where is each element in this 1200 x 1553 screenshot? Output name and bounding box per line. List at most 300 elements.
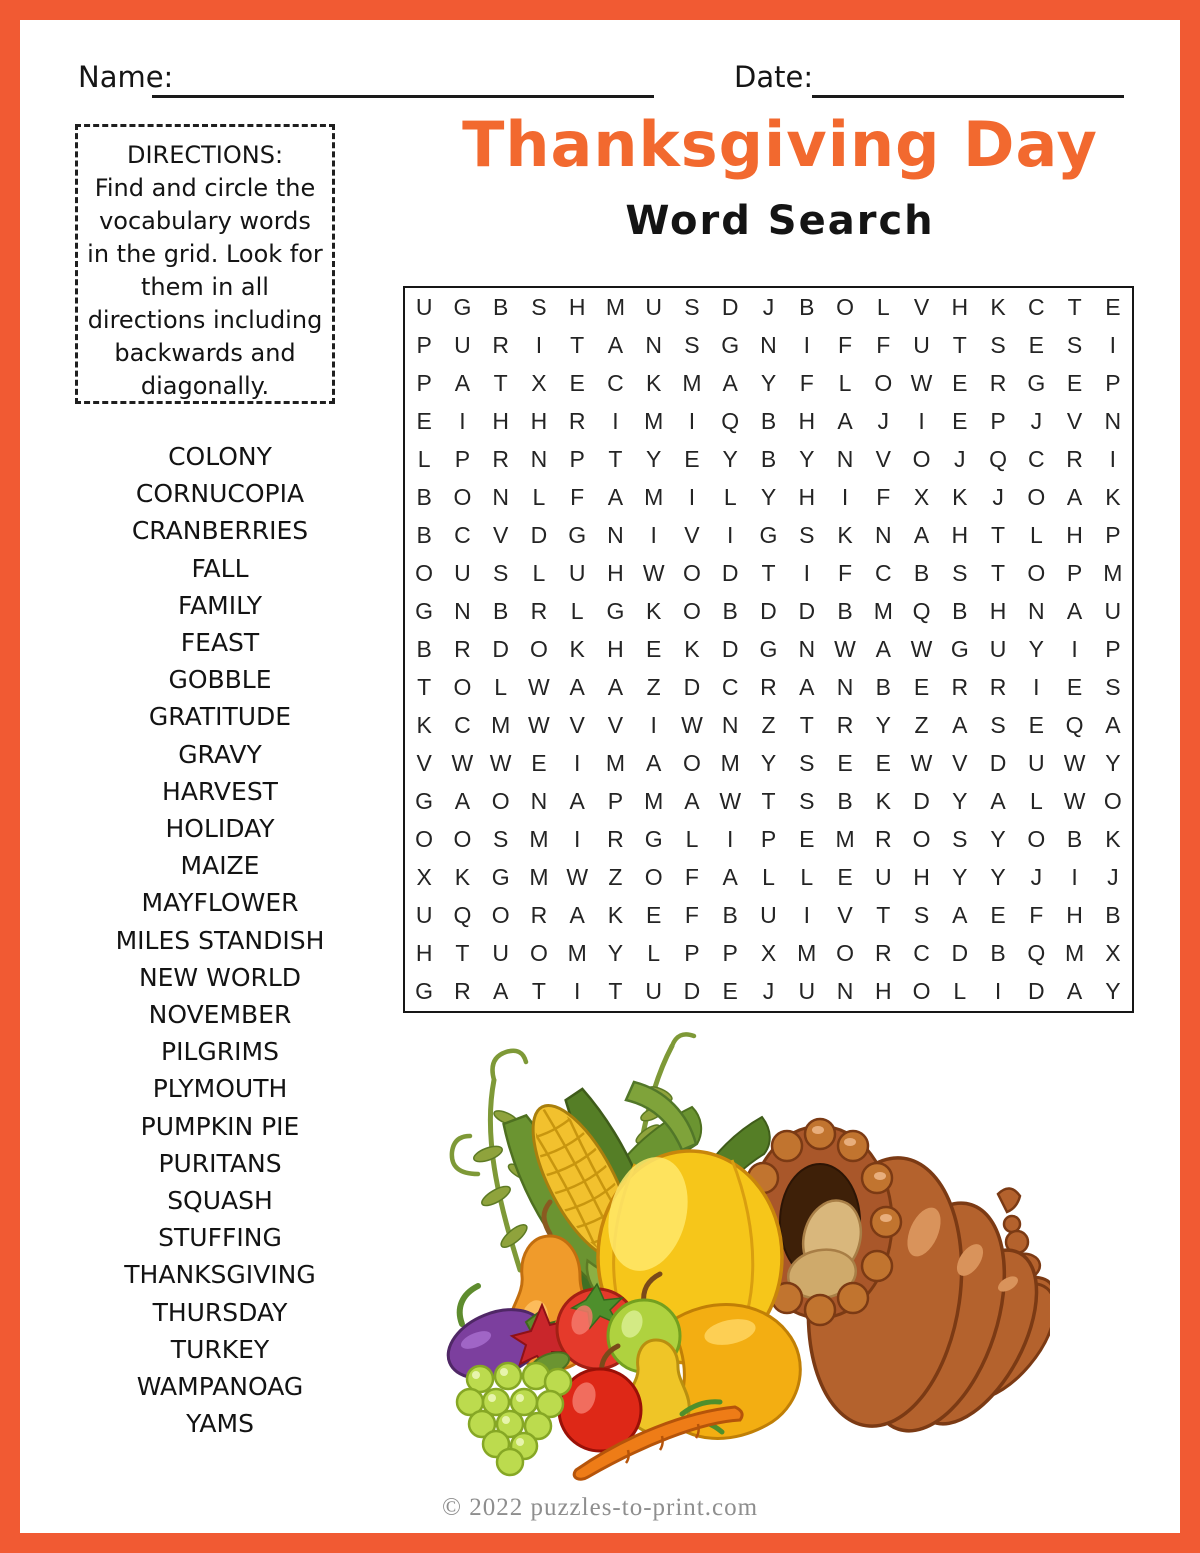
grid-cell[interactable]: A (952, 902, 968, 929)
grid-cell[interactable]: I (1109, 331, 1117, 358)
grid-cell[interactable]: I (459, 407, 466, 434)
grid-cell[interactable]: G (415, 597, 434, 624)
grid-cell[interactable]: U (415, 902, 433, 929)
grid-cell[interactable]: B (492, 597, 509, 624)
grid-cell[interactable]: P (569, 445, 585, 472)
grid-cell[interactable]: A (837, 407, 853, 434)
grid-cell[interactable]: H (1066, 521, 1083, 548)
grid-cell[interactable]: I (1071, 864, 1078, 891)
grid-cell[interactable]: T (952, 331, 967, 358)
grid-cell[interactable]: M (644, 483, 664, 510)
grid-cell[interactable]: U (1028, 750, 1045, 777)
grid-cell[interactable]: S (952, 559, 968, 586)
grid-cell[interactable]: D (492, 635, 509, 662)
grid-cell[interactable]: U (568, 559, 586, 586)
grid-cell[interactable]: Y (990, 826, 1006, 853)
grid-cell[interactable]: P (454, 445, 471, 472)
date-input-line[interactable] (812, 68, 1124, 98)
grid-cell[interactable]: H (989, 597, 1007, 624)
grid-cell[interactable]: L (1029, 788, 1043, 815)
grid-cell[interactable]: I (688, 483, 696, 510)
grid-cell[interactable]: D (683, 978, 701, 1005)
grid-cell[interactable]: F (1029, 902, 1044, 929)
grid-cell[interactable]: T (608, 978, 623, 1005)
grid-cell[interactable]: F (837, 331, 853, 358)
grid-cell[interactable]: Q (989, 445, 1008, 472)
grid-cell[interactable]: F (570, 483, 585, 510)
grid-cell[interactable]: J (1030, 407, 1043, 434)
grid-cell[interactable]: G (1027, 369, 1046, 396)
grid-cell[interactable]: A (454, 788, 471, 815)
grid-cell[interactable]: T (1067, 293, 1082, 320)
grid-cell[interactable]: S (990, 331, 1006, 358)
grid-cell[interactable]: X (416, 864, 432, 891)
grid-cell[interactable]: I (573, 826, 581, 853)
grid-cell[interactable]: E (875, 750, 891, 777)
grid-cell[interactable]: M (835, 826, 855, 853)
grid-cell[interactable]: Q (912, 597, 931, 624)
grid-cell[interactable]: O (491, 902, 510, 929)
grid-cell[interactable]: I (918, 407, 925, 434)
grid-cell[interactable]: T (876, 902, 891, 929)
grid-cell[interactable]: I (573, 750, 581, 777)
grid-cell[interactable]: O (529, 940, 548, 967)
grid-cell[interactable]: L (800, 864, 814, 891)
grid-cell[interactable]: D (798, 597, 816, 624)
grid-cell[interactable]: E (1066, 674, 1083, 701)
grid-cell[interactable]: N (798, 635, 816, 662)
grid-cell[interactable]: L (723, 483, 737, 510)
grid-cell[interactable]: Y (875, 712, 891, 739)
name-input-line[interactable] (152, 68, 654, 98)
grid-cell[interactable]: I (650, 712, 657, 739)
grid-cell[interactable]: P (1105, 635, 1121, 662)
grid-cell[interactable]: Q (721, 407, 740, 434)
grid-cell[interactable]: Y (799, 445, 815, 472)
grid-cell[interactable]: L (762, 864, 775, 891)
grid-cell[interactable]: M (605, 293, 626, 320)
grid-cell[interactable]: W (489, 750, 512, 777)
grid-cell[interactable]: N (607, 521, 624, 548)
grid-cell[interactable]: S (990, 712, 1006, 739)
grid-cell[interactable]: D (989, 750, 1007, 777)
grid-cell[interactable]: N (454, 597, 471, 624)
grid-cell[interactable]: R (1066, 445, 1083, 472)
grid-cell[interactable]: U (760, 902, 777, 929)
grid-cell[interactable]: K (952, 483, 968, 510)
grid-cell[interactable]: C (1028, 445, 1045, 472)
grid-cell[interactable]: I (1071, 635, 1078, 662)
grid-cell[interactable]: K (1105, 483, 1121, 510)
grid-cell[interactable]: Y (760, 483, 777, 510)
grid-cell[interactable]: E (952, 407, 968, 434)
grid-cell[interactable]: A (990, 788, 1006, 815)
grid-cell[interactable]: T (991, 521, 1006, 548)
grid-cell[interactable]: T (761, 788, 776, 815)
grid-cell[interactable]: A (722, 864, 738, 891)
grid-cell[interactable]: M (1103, 559, 1123, 586)
grid-cell[interactable]: H (913, 864, 930, 891)
grid-cell[interactable]: E (569, 369, 585, 396)
grid-cell[interactable]: B (837, 597, 853, 624)
grid-cell[interactable]: V (492, 521, 509, 548)
grid-cell[interactable]: R (492, 331, 509, 358)
grid-cell[interactable]: W (566, 864, 589, 891)
grid-cell[interactable]: G (759, 521, 778, 548)
grid-cell[interactable]: A (1066, 978, 1083, 1005)
grid-cell[interactable]: R (989, 674, 1007, 701)
grid-cell[interactable]: C (454, 521, 471, 548)
grid-cell[interactable]: V (952, 750, 968, 777)
grid-cell[interactable]: W (451, 750, 474, 777)
grid-cell[interactable]: P (990, 407, 1006, 434)
grid-cell[interactable]: R (760, 674, 777, 701)
grid-cell[interactable]: J (992, 483, 1004, 510)
grid-cell[interactable]: O (1027, 559, 1046, 586)
grid-cell[interactable]: C (454, 712, 471, 739)
grid-cell[interactable]: E (837, 864, 853, 891)
grid-cell[interactable]: A (684, 788, 700, 815)
grid-cell[interactable]: M (605, 750, 626, 777)
grid-cell[interactable]: P (760, 826, 777, 853)
grid-cell[interactable]: I (841, 483, 849, 510)
grid-cell[interactable]: S (1105, 674, 1121, 701)
grid-cell[interactable]: V (875, 445, 891, 472)
grid-cell[interactable]: O (529, 635, 548, 662)
grid-cell[interactable]: G (568, 521, 587, 548)
grid-cell[interactable]: D (721, 635, 739, 662)
grid-cell[interactable]: L (685, 826, 699, 853)
grid-cell[interactable]: G (491, 864, 510, 891)
grid-cell[interactable]: T (493, 369, 508, 396)
grid-cell[interactable]: W (834, 635, 856, 662)
grid-cell[interactable]: B (416, 521, 432, 548)
grid-cell[interactable]: Y (760, 750, 777, 777)
grid-cell[interactable]: Y (1028, 635, 1044, 662)
grid-cell[interactable]: R (874, 826, 892, 853)
grid-cell[interactable]: S (531, 293, 547, 320)
grid-cell[interactable]: N (645, 331, 663, 358)
grid-cell[interactable]: P (416, 369, 432, 396)
grid-cell[interactable]: M (797, 940, 817, 967)
grid-cell[interactable]: R (492, 445, 509, 472)
grid-cell[interactable]: Q (1065, 712, 1084, 739)
grid-cell[interactable]: O (1027, 826, 1046, 853)
grid-cell[interactable]: O (683, 559, 701, 586)
grid-cell[interactable]: W (1063, 750, 1086, 777)
grid-cell[interactable]: L (647, 940, 661, 967)
grid-cell[interactable]: E (799, 826, 815, 853)
grid-cell[interactable]: T (531, 978, 546, 1005)
grid-cell[interactable]: K (416, 712, 432, 739)
grid-cell[interactable]: N (1104, 407, 1122, 434)
grid-cell[interactable]: H (798, 483, 816, 510)
grid-cell[interactable]: K (454, 864, 471, 891)
grid-cell[interactable]: N (760, 331, 777, 358)
grid-cell[interactable]: U (645, 978, 663, 1005)
grid-cell[interactable]: I (1109, 445, 1117, 472)
grid-cell[interactable]: G (644, 826, 663, 853)
grid-cell[interactable]: O (836, 293, 854, 320)
grid-cell[interactable]: J (762, 293, 775, 320)
grid-cell[interactable]: G (950, 635, 969, 662)
grid-cell[interactable]: I (803, 559, 810, 586)
grid-cell[interactable]: Q (1027, 940, 1046, 967)
grid-cell[interactable]: D (913, 788, 930, 815)
grid-cell[interactable]: T (417, 674, 432, 701)
grid-cell[interactable]: E (837, 750, 853, 777)
grid-cell[interactable]: N (721, 712, 739, 739)
grid-cell[interactable]: L (494, 674, 508, 701)
grid-cell[interactable]: L (953, 978, 967, 1005)
grid-cell[interactable]: W (681, 712, 703, 739)
grid-cell[interactable]: R (836, 712, 854, 739)
grid-cell[interactable]: I (650, 521, 657, 548)
grid-cell[interactable]: O (453, 483, 472, 510)
grid-cell[interactable]: J (762, 978, 775, 1005)
grid-cell[interactable]: O (453, 674, 472, 701)
grid-cell[interactable]: O (912, 978, 931, 1005)
grid-cell[interactable]: D (721, 293, 739, 320)
grid-cell[interactable]: P (416, 331, 432, 358)
grid-cell[interactable]: E (722, 978, 738, 1005)
grid-cell[interactable]: H (607, 635, 624, 662)
grid-cell[interactable]: R (951, 674, 969, 701)
grid-cell[interactable]: K (837, 521, 853, 548)
grid-cell[interactable]: O (874, 369, 893, 396)
grid-cell[interactable]: U (454, 559, 471, 586)
grid-cell[interactable]: U (645, 293, 663, 320)
grid-cell[interactable]: V (569, 712, 585, 739)
grid-cell[interactable]: C (913, 940, 930, 967)
grid-cell[interactable]: M (529, 826, 549, 853)
grid-cell[interactable]: J (877, 407, 890, 434)
grid-cell[interactable]: M (567, 940, 587, 967)
grid-cell[interactable]: B (913, 559, 930, 586)
grid-cell[interactable]: A (1066, 597, 1083, 624)
grid-cell[interactable]: N (530, 788, 548, 815)
grid-cell[interactable]: T (455, 940, 470, 967)
grid-cell[interactable]: O (415, 826, 434, 853)
grid-cell[interactable]: Y (952, 864, 968, 891)
grid-cell[interactable]: P (722, 940, 738, 967)
grid-cell[interactable]: X (760, 940, 777, 967)
grid-cell[interactable]: Y (952, 788, 968, 815)
grid-cell[interactable]: A (799, 674, 815, 701)
grid-cell[interactable]: W (910, 635, 933, 662)
grid-cell[interactable]: S (492, 559, 509, 586)
grid-cell[interactable]: O (912, 826, 931, 853)
grid-cell[interactable]: A (492, 978, 509, 1005)
grid-cell[interactable]: W (528, 674, 550, 701)
grid-cell[interactable]: W (642, 559, 665, 586)
grid-cell[interactable]: D (1028, 978, 1045, 1005)
grid-cell[interactable]: O (644, 864, 663, 891)
grid-cell[interactable]: G (415, 788, 434, 815)
grid-cell[interactable]: N (874, 521, 892, 548)
grid-cell[interactable]: E (1105, 293, 1121, 320)
grid-cell[interactable]: U (989, 635, 1007, 662)
grid-cell[interactable]: A (569, 674, 585, 701)
grid-cell[interactable]: R (607, 826, 624, 853)
grid-cell[interactable]: A (913, 521, 930, 548)
grid-cell[interactable]: N (836, 978, 854, 1005)
grid-cell[interactable]: U (415, 293, 433, 320)
grid-cell[interactable]: K (875, 788, 891, 815)
grid-cell[interactable]: Y (722, 445, 738, 472)
grid-cell[interactable]: J (1107, 864, 1119, 891)
grid-cell[interactable]: E (952, 369, 968, 396)
grid-cell[interactable]: V (913, 293, 930, 320)
grid-cell[interactable]: N (530, 445, 548, 472)
grid-cell[interactable]: O (415, 559, 434, 586)
grid-cell[interactable]: W (1063, 788, 1086, 815)
grid-cell[interactable]: Y (646, 445, 662, 472)
grid-cell[interactable]: F (876, 331, 891, 358)
grid-cell[interactable]: U (874, 864, 892, 891)
grid-cell[interactable]: Z (761, 712, 776, 739)
grid-cell[interactable]: E (1028, 712, 1044, 739)
grid-cell[interactable]: L (838, 369, 852, 396)
grid-cell[interactable]: P (1105, 521, 1121, 548)
grid-cell[interactable]: I (535, 331, 543, 358)
grid-cell[interactable]: M (529, 864, 549, 891)
grid-cell[interactable]: O (836, 940, 854, 967)
grid-cell[interactable]: O (453, 826, 472, 853)
grid-cell[interactable]: T (608, 445, 623, 472)
grid-cell[interactable]: I (1033, 674, 1040, 701)
grid-cell[interactable]: V (416, 750, 432, 777)
grid-cell[interactable]: W (528, 712, 550, 739)
grid-cell[interactable]: S (799, 788, 815, 815)
grid-cell[interactable]: U (1104, 597, 1122, 624)
grid-cell[interactable]: R (874, 940, 892, 967)
grid-cell[interactable]: B (760, 445, 777, 472)
grid-cell[interactable]: P (607, 788, 624, 815)
grid-cell[interactable]: N (492, 483, 509, 510)
grid-cell[interactable]: G (453, 293, 472, 320)
grid-cell[interactable]: A (607, 331, 624, 358)
grid-cell[interactable]: J (954, 445, 966, 472)
grid-cell[interactable]: G (415, 978, 434, 1005)
grid-cell[interactable]: L (570, 597, 584, 624)
grid-cell[interactable]: F (837, 559, 853, 586)
grid-cell[interactable]: Z (608, 864, 623, 891)
grid-cell[interactable]: W (719, 788, 742, 815)
grid-cell[interactable]: A (875, 635, 891, 662)
grid-cell[interactable]: B (1105, 902, 1121, 929)
grid-cell[interactable]: A (722, 369, 738, 396)
grid-cell[interactable]: S (952, 826, 968, 853)
grid-cell[interactable]: W (910, 369, 933, 396)
grid-cell[interactable]: Y (607, 940, 624, 967)
grid-cell[interactable]: A (607, 483, 624, 510)
grid-cell[interactable]: S (684, 331, 700, 358)
grid-cell[interactable]: K (684, 635, 700, 662)
grid-cell[interactable]: P (1105, 369, 1121, 396)
grid-cell[interactable]: I (612, 407, 619, 434)
grid-cell[interactable]: O (912, 445, 931, 472)
grid-cell[interactable]: E (1066, 369, 1083, 396)
grid-cell[interactable]: E (531, 750, 547, 777)
grid-cell[interactable]: M (491, 712, 511, 739)
grid-cell[interactable]: U (913, 331, 930, 358)
grid-cell[interactable]: S (799, 521, 815, 548)
grid-cell[interactable]: S (684, 293, 700, 320)
grid-cell[interactable]: H (951, 293, 969, 320)
grid-cell[interactable]: H (607, 559, 624, 586)
grid-cell[interactable]: K (1105, 826, 1121, 853)
grid-cell[interactable]: D (683, 674, 701, 701)
grid-cell[interactable]: M (720, 750, 740, 777)
grid-cell[interactable]: V (607, 712, 624, 739)
grid-cell[interactable]: B (722, 597, 738, 624)
grid-cell[interactable]: H (568, 293, 586, 320)
grid-cell[interactable]: H (798, 407, 816, 434)
grid-cell[interactable]: I (573, 978, 581, 1005)
grid-cell[interactable]: E (646, 635, 662, 662)
grid-cell[interactable]: L (876, 293, 890, 320)
grid-cell[interactable]: O (1103, 788, 1122, 815)
grid-cell[interactable]: H (415, 940, 433, 967)
grid-cell[interactable]: A (607, 674, 624, 701)
grid-cell[interactable]: X (913, 483, 930, 510)
grid-cell[interactable]: U (454, 331, 471, 358)
grid-cell[interactable]: H (874, 978, 892, 1005)
grid-cell[interactable]: L (417, 445, 431, 472)
grid-cell[interactable]: Y (760, 369, 777, 396)
grid-cell[interactable]: N (836, 674, 854, 701)
grid-cell[interactable]: C (721, 674, 739, 701)
grid-cell[interactable]: K (646, 369, 662, 396)
grid-cell[interactable]: F (684, 864, 699, 891)
grid-cell[interactable]: Y (1105, 978, 1121, 1005)
grid-cell[interactable]: M (873, 597, 893, 624)
grid-cell[interactable]: F (799, 369, 814, 396)
grid-cell[interactable]: C (607, 369, 624, 396)
grid-cell[interactable]: H (951, 521, 969, 548)
grid-cell[interactable]: L (1029, 521, 1043, 548)
grid-cell[interactable]: B (875, 674, 891, 701)
grid-cell[interactable]: Y (990, 864, 1006, 891)
grid-cell[interactable]: B (722, 902, 738, 929)
grid-cell[interactable]: I (994, 978, 1002, 1005)
grid-cell[interactable]: R (454, 635, 471, 662)
grid-cell[interactable]: B (990, 940, 1006, 967)
grid-cell[interactable]: O (683, 750, 701, 777)
grid-cell[interactable]: E (913, 674, 930, 701)
grid-cell[interactable]: Z (914, 712, 929, 739)
grid-cell[interactable]: G (721, 331, 740, 358)
grid-cell[interactable]: B (1066, 826, 1083, 853)
grid-cell[interactable]: A (569, 788, 585, 815)
grid-cell[interactable]: K (569, 635, 585, 662)
grid-cell[interactable]: A (569, 902, 585, 929)
grid-cell[interactable]: K (646, 597, 662, 624)
grid-cell[interactable]: B (837, 788, 853, 815)
grid-cell[interactable]: L (532, 559, 546, 586)
grid-cell[interactable]: I (803, 902, 810, 929)
grid-cell[interactable]: D (721, 559, 739, 586)
grid-cell[interactable]: S (913, 902, 930, 929)
grid-cell[interactable]: G (606, 597, 625, 624)
grid-cell[interactable]: U (492, 940, 509, 967)
grid-cell[interactable]: H (530, 407, 548, 434)
grid-cell[interactable]: T (991, 559, 1006, 586)
grid-cell[interactable]: E (1028, 331, 1044, 358)
grid-cell[interactable]: P (1066, 559, 1083, 586)
grid-cell[interactable]: P (684, 940, 700, 967)
